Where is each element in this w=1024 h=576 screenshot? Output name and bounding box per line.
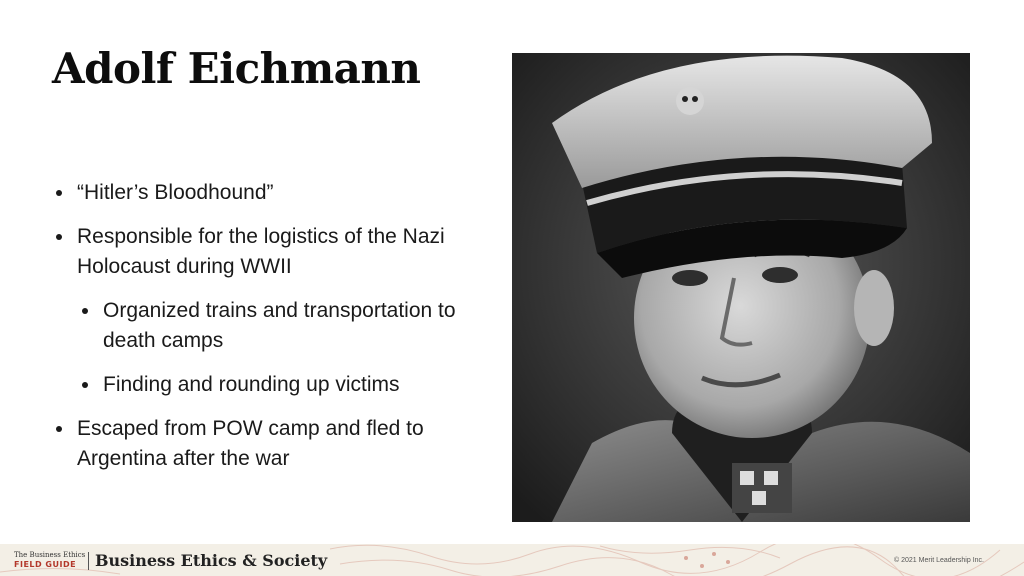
portrait-photo [512,53,970,522]
brand-bottom-text: FIELD GUIDE [14,560,77,569]
course-title: Business Ethics & Society [95,551,328,570]
sub-bullet-item: Finding and rounding up victims [78,370,482,400]
sub-bullet-item: Organized trains and transportation to death camps [78,296,482,356]
bullet-item: Escaped from POW camp and fled to Argentina after the war [52,414,482,474]
brand-logo [14,551,85,569]
bullet-item: Responsible for the logistics of the Nazi Holocaust during WWII [52,222,482,282]
brand-top-text: The Business Ethics [14,551,86,559]
bullet-list [52,178,482,488]
bullet-item: “Hitler’s Bloodhound” [52,178,482,208]
footer-bar [0,544,1024,576]
footer-divider [88,552,89,570]
slide-title: Adolf Eichmann [52,44,421,93]
copyright-text: © 2021 Merit Leadership Inc. [894,557,984,564]
